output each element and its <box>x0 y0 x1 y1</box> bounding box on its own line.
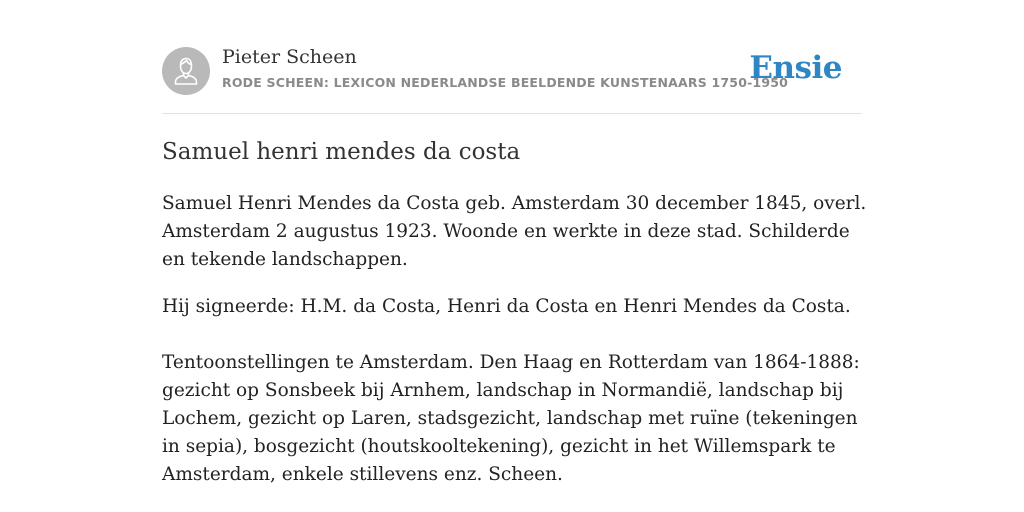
author-name[interactable]: Pieter Scheen <box>222 46 357 68</box>
header-divider <box>162 113 862 114</box>
user-icon <box>162 47 210 95</box>
article-header <box>162 46 862 96</box>
source-title[interactable]: RODE SCHEEN: LEXICON NEDERLANDSE BEELDENDE KUNSTENAARS 1750-1950 <box>222 75 789 90</box>
article-title: Samuel henri mendes da costa <box>162 139 521 165</box>
brand-logo[interactable]: Ensie <box>749 50 842 86</box>
author-avatar[interactable] <box>162 47 210 95</box>
article-paragraph: Tentoonstellingen te Amsterdam. Den Haag en Rotterdam van 1864-1888: gezicht op Sonsbeek bij Arnhem, landschap in Normandië, landschap bij Lochem, gezicht op Laren, stadsgezicht, landschap met ruïne (tekeningen in sepia), bosgezicht (houtskooltekening), gezicht in het Willemspark te Amsterdam, enkele stillevens enz. Scheen. <box>162 352 860 485</box>
article-paragraph: Samuel Henri Mendes da Costa geb. Amsterdam 30 december 1845, overl. Amsterdam 2 augustus 1923. Woonde en werkte in deze stad. Schilderde en tekende landschappen. <box>162 193 867 270</box>
article-paragraph: Hij signeerde: H.M. da Costa, Henri da Costa en Henri Mendes da Costa. <box>162 296 851 317</box>
